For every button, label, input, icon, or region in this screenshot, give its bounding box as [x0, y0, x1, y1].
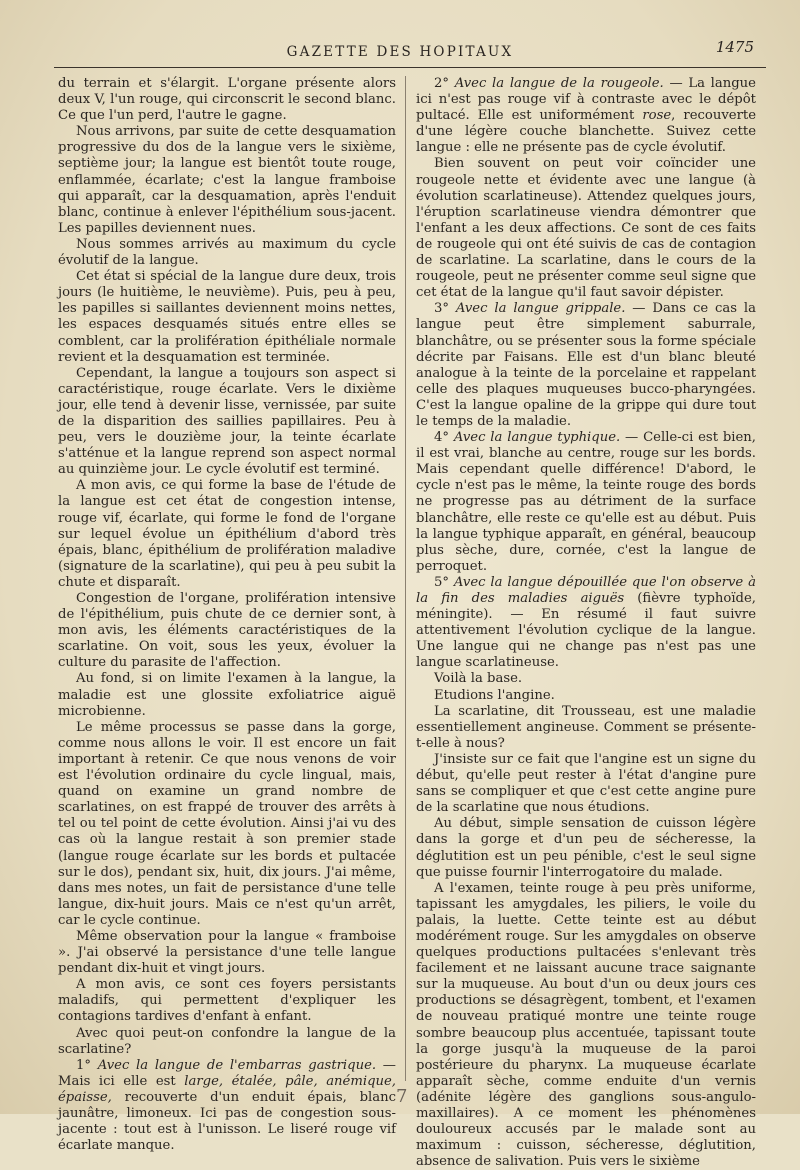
item-text: , recouverte d'une légère couche blanchette. Suivez cette langue : elle ne présente pas de cycle évolutif. — [416, 108, 756, 156]
header-rule — [54, 67, 766, 68]
item-text: (fièvre typhoïde, méningite). — En résumé il faut suivre attentivement l'évolution cyclique de la langue. Une langue qui ne change pas n'est pas une langue scarlatineuse. — [416, 591, 756, 671]
paragraph: Cependant, la langue a toujours son aspect si caractéristique, rouge écarlate. Vers le dixième jour, elle tend à devenir lisse, vernissée, par suite de la disparition des saillies papillaires. Peu à peu, vers le douzième jour, la teinte écarlate s'atténue et la langue reprend son aspect normal au quinzième jour. Le cycle évolutif est terminé. — [58, 365, 396, 478]
item-number: 2° — [434, 76, 455, 91]
column-divider — [405, 76, 406, 1081]
paragraph: Congestion de l'organe, prolifération intensive de l'épithélium, puis chute de ce dernier sont, à mon avis, les éléments caractéristiques de la scarlatine. On voit, sous les yeux, évoluer la culture du parasite de l'affection. — [58, 591, 396, 671]
paragraph-item-1 — [58, 1058, 396, 1155]
item-title: Avec la langue typhique. — [453, 430, 621, 446]
item-number: 5° — [434, 574, 454, 590]
item-qualifiers: large, étalée, pâle, anémique, épaisse, — [58, 1073, 397, 1105]
item-number: 4° — [434, 430, 454, 446]
item-title: Avec la langue de la rougeole. — [454, 76, 664, 91]
item-text: — Celle-ci est bien, il est vrai, blanche au centre, rouge sur les bords. Mais cependant quelle différence! D'abord, le cycle n'est pas le même, la teinte rouge des bords ne progresse pas au détriment de la surface blanchâtre, elle reste ce qu'elle est au début. Puis la langue typhique apparaît, en général, beaucoup plus sèche, dure, cornée, c'est la langue de perroquet. — [416, 430, 756, 574]
item-title: Avec la langue de l'embarras gastrique. — [97, 1057, 377, 1073]
paragraph: Etudions l'angine. — [434, 687, 555, 703]
paragraph: Le même processus se passe dans la gorge, comme nous allons le voir. Il est encore un fait important à retenir. Ce que nous venons de voir est l'évolution ordinaire du cycle lingual, mais, quand on examine un grand nombre de scarlatines, on est frappé de trouver des arrêts à tel ou tel point de cette évolution. Ainsi j'ai vu des cas où la langue restait à son premier stade (langue rouge écarlate sur les bords et pultacée sur le dos), pendant six, huit, dix jours. J'ai même, dans mes notes, un fait de persistance d'une telle langue, dix-huit jours. Mais ce n'est qu'un arrêt, car le cycle continue. — [58, 719, 396, 928]
paragraph: Au fond, si on limite l'examen à la langue, la maladie est une glossite exfoliatrice aiguë microbienne. — [58, 671, 396, 719]
item-number: 1° — [76, 1057, 98, 1073]
paragraph-item-4 — [416, 430, 756, 575]
item-text: — Mais ici elle est — [58, 1057, 396, 1089]
paragraph-item-5 — [416, 575, 756, 672]
paragraph: Nous arrivons, par suite de cette desquamation progressive du dos de la langue vers le sixième, septième jour; la langue est bientôt toute rouge, enflammée, écarlate; c'est la langue framboise qui apparaît, car la desquamation, après l'enduit blanc, continue à enlever l'épithélium sous-jacent. Les papilles deviennent nues. — [58, 124, 396, 236]
item-text: — Dans ce cas la langue peut être simplement saburrale, blanchâtre, ou se présenter sous la forme spéciale décrite par Faisans. Elle est d'un blanc bleuté analogue à la teinte de la porcelaine et rappelant celle des plaques muqueuses bucco-pharyngées. C'est la langue opaline de la grippe qui dure tout le temps de la maladie. — [416, 301, 756, 429]
page-number: 1475 — [715, 38, 754, 56]
paragraph-item-2 — [416, 76, 756, 156]
journal-title: GAZETTE DES HOPITAUX — [286, 44, 514, 60]
paragraph: Au début, simple sensation de cuisson légère dans la gorge et d'un peu de sécheresse, la déglutition est un peu pénible, c'est le seul signe que puisse fournir l'interrogatoire du malade. — [416, 816, 756, 880]
paragraph: Même observation pour la langue « framboise ». J'ai observé la persistance d'une telle langue pendant dix-huit et vingt jours. — [58, 928, 396, 977]
left-column — [58, 76, 396, 1154]
paragraph: A l'examen, teinte rouge à peu près uniforme, tapissant les amygdales, les piliers, le voile du palais, la luette. Cette teinte est au début modérément rouge. Sur les amygdales on observe quelques productions pultacées s'enlevant très facilement et ne laissant aucune trace saignante sur la muqueuse. Au bout d'un ou deux jours ces productions se désagrègent, tombent, et l'examen de nouveau pratiqué montre une teinte rouge sombre beaucoup plus accentuée, tapissant toute la gorge jusqu'à la muqueuse de la paroi postérieure du pharynx. La muqueuse écarlate apparaît sèche, comme enduite d'un vernis (adénite légère des ganglions sous-angulo-maxillaires). A ce moment les phénomènes douloureux accusés par le malade sont au maximum : cuisson, sécheresse, déglutition, absence de salivation. Puis vers le sixième — [416, 880, 756, 1170]
page-header — [0, 38, 800, 62]
paragraph: J'insiste sur ce fait que l'angine est un signe du début, qu'elle peut rester à l'état d'angine pure sans se compliquer et que c'est cette angine pure de la scarlatine que nous étudions. — [416, 751, 756, 816]
item-emphasis: rose — [642, 108, 672, 124]
item-text: — La langue ici n'est pas rouge vif à contraste avec le dépôt pultacé. Elle est uniformément — [416, 76, 756, 124]
paragraph: Avec quoi peut-on confondre la langue de la scarlatine? — [58, 1025, 396, 1057]
item-number: 3° — [434, 301, 456, 317]
paragraph: du terrain et s'élargit. L'organe présente alors deux V, l'un rouge, qui circonscrit le second blanc. Ce que l'un perd, l'autre le gagne. — [58, 76, 396, 124]
item-title: Avec la langue grippale. — [455, 301, 626, 317]
paragraph: Nous sommes arrivés au maximum du cycle évolutif de la langue. — [58, 236, 396, 269]
item-text: recouverte d'un enduit épais, blanc jaunâtre, limoneux. Ici pas de congestion sous-jacente : tout est à l'unisson. Le liseré rouge vif écarlate manque. — [58, 1089, 396, 1154]
paragraph: Voilà la base. — [434, 671, 523, 687]
paragraph-item-3 — [416, 301, 756, 430]
bottom-mark: 7 — [396, 1086, 408, 1107]
paragraph: A mon avis, ce qui forme la base de l'étude de la langue est cet état de congestion intense, rouge vif, écarlate, qui forme le fond de l'organe sur lequel évolue un épithélium d'abord très épais, blanc, épithélium de prolifération maladive (signature de la scarlatine), qui peu à peu subit la chute et disparaît. — [58, 478, 396, 590]
paragraph: A mon avis, ce sont ces foyers persistants maladifs, qui permettent d'expliquer les contagions tardives d'enfant à enfant. — [58, 977, 396, 1025]
item-title: Avec la langue dépouillée que l'on observe à la fin des maladies aiguës — [416, 574, 756, 606]
paragraph: Bien souvent on peut voir coïncider une rougeole nette et évidente avec une langue (à évolution scarlatineuse). Attendez quelques jours, l'éruption scarlatineuse viendra démontrer que l'enfant a les deux affections. Ce sont de ces faits de rougeole qui ont été suivis de cas de contagion de scarlatine. La scarlatine, dans le cours de la rougeole, peut ne présenter comme seul signe que cet état de la langue qu'il faut savoir dépister. — [416, 156, 756, 301]
paragraph: Cet état si spécial de la langue dure deux, trois jours (le huitième, le neuvième). Puis, peu à peu, les papilles si saillantes deviennent moins nettes, les espaces desquamés situés entre elles se comblent, car la prolifération épithéliale normale revient et la desquamation est terminée. — [58, 269, 396, 365]
right-column — [416, 76, 756, 1170]
paragraph: La scarlatine, dit Trousseau, est une maladie essentiellement angineuse. Comment se présente-t-elle à nous? — [416, 703, 756, 751]
